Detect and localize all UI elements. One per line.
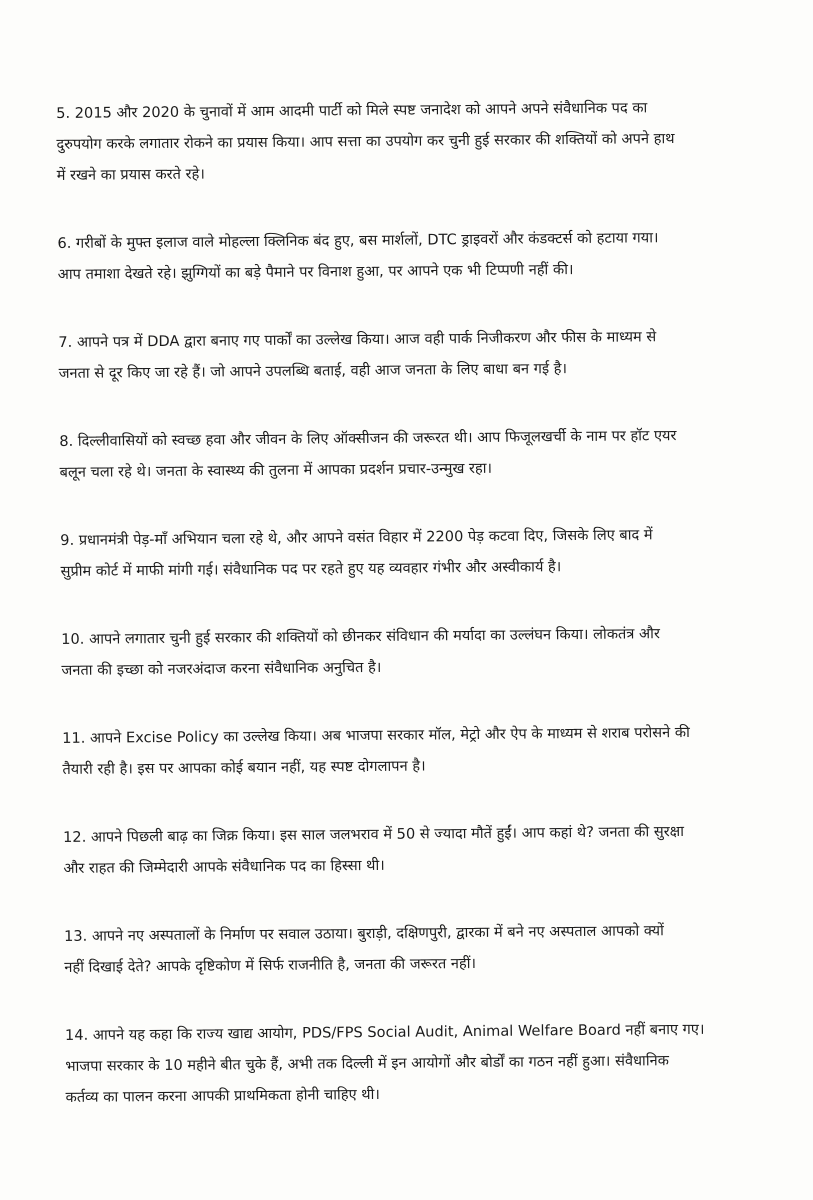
text-line: बलून चला रहे थे। जनता के स्वास्थ्य की तुलना में आपका प्रदर्शन प्रचार-उन्मुख रहा। bbox=[59, 459, 493, 481]
text-line: 13. आपने नए अस्पतालों के निर्माण पर सवाल उठाया। बुराड़ी, दक्षिणपुरी, द्वारका में बने नए अस्पताल आपको क्यों bbox=[63, 922, 664, 945]
text-line: और राहत की जिम्मेदारी आपके संवैधानिक पद का हिस्सा थी। bbox=[63, 856, 385, 877]
text-line: 10. आपने लगातार चुनी हुई सरकार की शक्तियों को छीनकर संविधान की मर्यादा का उल्लंघन किया। लोकतंत्र और bbox=[61, 625, 661, 648]
paragraph-point-8 bbox=[59, 419, 772, 488]
text-line: जनता की इच्छा को नजरअंदाज करना संवैधानिक अनुचित है। bbox=[61, 658, 382, 679]
text-line: 5. 2015 और 2020 के चुनावों में आम आदमी पार्टी को मिले स्पष्ट जनादेश को आपने अपने संवैधानिक पद का bbox=[56, 99, 648, 122]
paragraph-point-10 bbox=[61, 617, 774, 686]
text-line: 12. आपने पिछली बाढ़ का जिक्र किया। इस साल जलभराव में 50 से ज्यादा मौतें हुईं। आप कहां थे? जनता की सुरक्षा bbox=[63, 823, 685, 846]
text-line: 11. आपने Excise Policy का उल्लेख किया। अब भाजपा सरकार मॉल, मेट्रो और ऐप के माध्यम से शराब परोसने की bbox=[62, 723, 690, 747]
text-line: जनता से दूर किए जा रहे हैं। जो आपने उपलब्धि बताई, वही आज जनता के लिए बाधा बन गई है। bbox=[58, 360, 568, 382]
text-line: भाजपा सरकार के 10 महीने बीत चुके हैं, अभी तक दिल्ली में इन आयोगों और बोर्डों का गठन नहीं हुआ। संवैधानिक bbox=[65, 1052, 669, 1075]
paragraph-point-11 bbox=[62, 716, 775, 785]
document-body bbox=[56, 91, 778, 1113]
text-line: सुप्रीम कोर्ट में माफी मांगी गई। संवैधानिक पद पर रहते हुए यह व्यवहार गंभीर और अस्वीकार्य है। bbox=[60, 558, 562, 580]
paragraph-point-13 bbox=[64, 914, 777, 983]
text-line: 6. गरीबों के मुफ्त इलाज वाले मोहल्ला क्लिनिक बंद हुए, बस मार्शलों, DTC ड्राइवरों और कंडक्टर्स को हटाया गया। bbox=[57, 229, 659, 252]
text-line: कर्तव्य का पालन करना आपकी प्राथमिकता होनी चाहिए थी। bbox=[65, 1085, 380, 1106]
text-line: दुरुपयोग करके लगातार रोकने का प्रयास किया। आप सत्ता का उपयोग कर चुनी हुई सरकार की शक्तियों को अपने हाथ bbox=[56, 130, 675, 153]
text-line: 9. प्रधानमंत्री पेड़-माँ अभियान चला रहे थे, और आपने वसंत विहार में 2200 पेड़ कटवा दिए, जिसके लिए बाद में bbox=[60, 526, 653, 549]
text-line: नहीं दिखाई देते? आपके दृष्टिकोण में सिर्फ राजनीति है, जनता की जरूरत नहीं। bbox=[64, 955, 477, 976]
paragraph-point-6 bbox=[57, 221, 770, 290]
text-line: 7. आपने पत्र में DDA द्वारा बनाए गए पार्कों का उल्लेख किया। आज वही पार्क निजीकरण और फीस के माध्यम से bbox=[58, 328, 657, 351]
text-line: आप तमाशा देखते रहे। झुग्गियों का बड़े पैमाने पर विनाश हुआ, पर आपने एक भी टिप्पणी नहीं की। bbox=[57, 261, 574, 283]
text-line: 8. दिल्लीवासियों को स्वच्छ हवा और जीवन के लिए ऑक्सीजन की जरूरत थी। आप फिजूलखर्ची के नाम पर हॉट एयर bbox=[59, 427, 677, 450]
paragraph-point-5 bbox=[56, 91, 769, 191]
paragraph-point-9 bbox=[60, 518, 773, 587]
text-line: 14. आपने यह कहा कि राज्य खाद्य आयोग, PDS/FPS Social Audit, Animal Welfare Board नहीं बनाए गए। bbox=[64, 1020, 705, 1044]
paragraph-point-12 bbox=[63, 815, 776, 884]
text-line: तैयारी रही है। इस पर आपका कोई बयान नहीं, यह स्पष्ट दोगलापन है। bbox=[62, 757, 426, 778]
text-line: में रखने का प्रयास करते रहे। bbox=[56, 165, 205, 184]
paragraph-point-14 bbox=[65, 1013, 778, 1113]
paragraph-point-7 bbox=[58, 320, 771, 389]
